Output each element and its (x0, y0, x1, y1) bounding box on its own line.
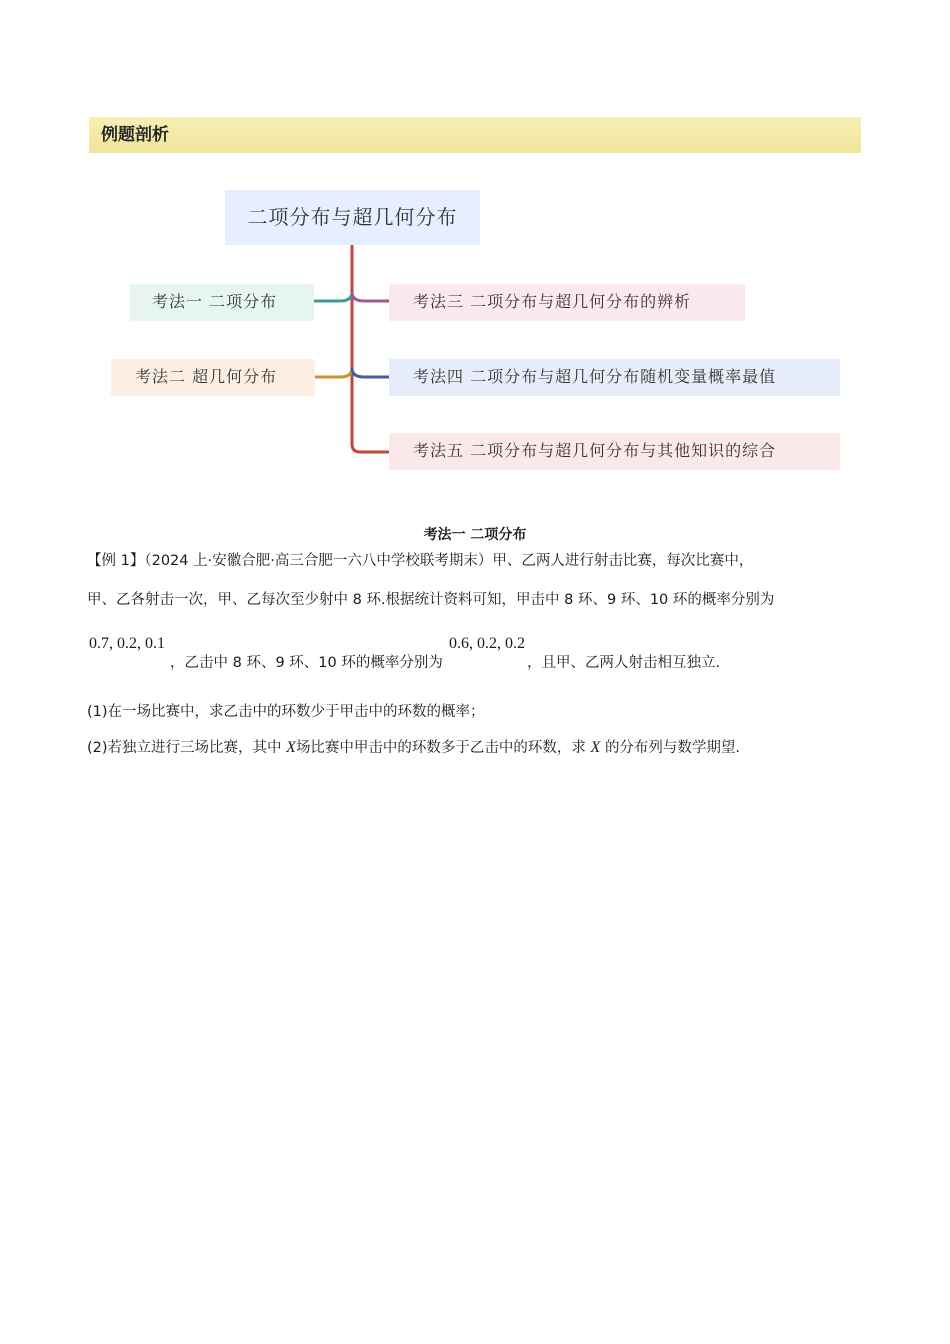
document-heading: 考法一 二项分布 (423, 527, 527, 543)
mindmap-root-node: 二项分布与超几何分布 (225, 190, 480, 245)
mindmap-node-method-1: 考法一 二项分布 (130, 284, 314, 321)
mindmap-node-method-2: 考法二 超几何分布 (111, 359, 315, 396)
question-2-text-a: (2)若独立进行三场比赛，其中 (87, 740, 282, 756)
section-title: 例题剖析 (101, 125, 169, 145)
example-tag: 【例 1】 (87, 553, 145, 569)
variable-x-2: X (590, 739, 601, 756)
variable-x: X (286, 739, 296, 756)
mindmap-node-method-5: 考法五 二项分布与超几何分布与其他知识的综合 (389, 433, 840, 470)
connector-trunk (352, 245, 389, 452)
connector-left-1 (314, 292, 352, 301)
connector-right-3 (352, 292, 389, 301)
example-line-3-end: ，且甲、乙两人射击相互独立. (527, 655, 721, 671)
prob-a-formula: 0.7, 0.2, 0.1 (89, 635, 165, 652)
question-2 (87, 736, 740, 757)
connector-right-4 (352, 368, 389, 377)
mindmap-node-method-4: 考法四 二项分布与超几何分布随机变量概率最值 (389, 359, 840, 396)
example-line-1 (87, 549, 753, 570)
prob-b-formula: 0.6, 0.2, 0.2 (449, 635, 525, 652)
example-text-1: 甲、乙两人进行射击比赛，每次比赛中， (492, 553, 754, 569)
example-source: （2024 上·安徽合肥·高三合肥一六八中学校联考期末） (144, 553, 493, 569)
example-line-2: 甲、乙各射击一次，甲、乙每次至少射中 8 环.根据统计资料可知，甲击中 8 环、9 环、10 环的概率分别为 (87, 592, 775, 608)
connector-left-2 (315, 368, 352, 377)
question-2-text-b: 场比赛中甲击中的环数多于乙击中的环数，求 (295, 740, 586, 756)
mindmap-connectors (0, 0, 950, 500)
question-1: (1)在一场比赛中，求乙击中的环数少于甲击中的环数的概率； (87, 704, 485, 720)
mindmap-node-method-3: 考法三 二项分布与超几何分布的辨析 (389, 284, 745, 321)
example-line-3-mid: ，乙击中 8 环、9 环、10 环的概率分别为 (170, 655, 443, 671)
question-2-text-c: 的分布列与数学期望. (604, 740, 741, 756)
